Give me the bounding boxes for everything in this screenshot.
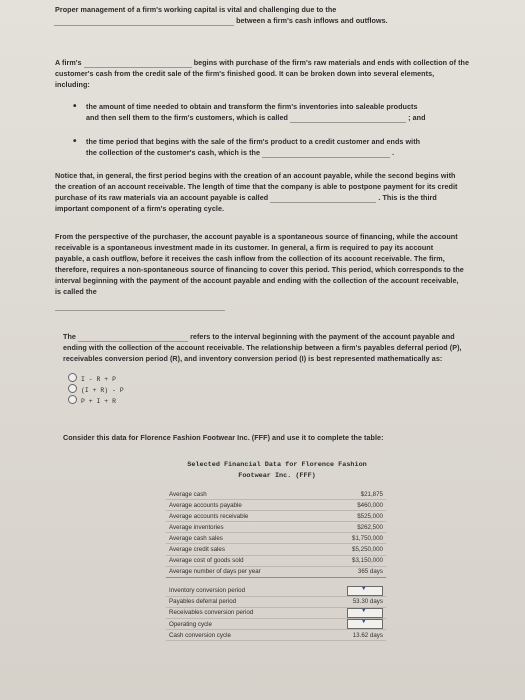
para3-line-3: payable, a cash outflow, before it receives the cash inflow from the collection of its account receivable. The firm, — [55, 254, 445, 263]
bullet-2-blank[interactable] — [262, 148, 390, 158]
table-row: Average cost of goods sold $3,150,000 — [166, 555, 386, 566]
table-row: Average credit sales $5,250,000 — [166, 544, 386, 555]
receivables-conversion-dropdown[interactable] — [347, 608, 383, 618]
table-row: Average accounts payable $460,000 — [166, 500, 386, 511]
para2-blank[interactable] — [270, 193, 376, 203]
para3-line-4: therefore, requires a non-spontaneous source of financing to cover this period. This period, which corresponds to the — [55, 265, 464, 274]
radio-icon[interactable] — [68, 384, 77, 393]
para1-line-1: A firm's begins with purchase of the firm's raw materials and ends with collection of the — [55, 58, 470, 67]
bullet-1-line-1: • the amount of time needed to obtain and transform the firm's inventories into saleable products — [86, 101, 418, 112]
para4-line-2: ending with the collection of the account receivable. The relationship between a firm's payables deferral period (P), — [63, 343, 462, 352]
result-row-payables-deferral: Payables deferral period 53.30 days — [166, 596, 386, 607]
radio-icon[interactable] — [68, 373, 77, 382]
para4-line-1: The refers to the interval beginning with the payment of the account payable and — [63, 332, 455, 341]
result-row-inventory-conversion: Inventory conversion period ▼ — [166, 586, 386, 597]
result-row-operating-cycle: Operating cycle ▼ — [166, 619, 386, 630]
radio-icon[interactable] — [68, 395, 77, 404]
option-a[interactable]: I - R + P — [68, 373, 116, 385]
table-row: Average cash $21,875 — [166, 489, 386, 500]
table-row: Average cash sales $1,750,000 — [166, 533, 386, 544]
para3-blank[interactable] — [55, 310, 225, 311]
bullet-2-line-2: the collection of the customer's cash, which is the . — [86, 148, 395, 157]
para2-line-2: the creation of an account receivable. The length of time that the company is able to postpone payment for its credit — [55, 182, 458, 191]
table-row: Average inventories $262,500 — [166, 522, 386, 533]
option-b[interactable]: (I + R) - P — [68, 384, 124, 396]
para4-line-3: receivables conversion period (R), and inventory conversion period (I) is best represented mathematically as: — [63, 354, 443, 363]
table-row: Average accounts receivable $525,000 — [166, 511, 386, 522]
bullet-1-blank[interactable] — [290, 113, 406, 123]
result-row-cash-conversion: Cash conversion cycle 13.62 days — [166, 630, 386, 641]
result-rows — [166, 586, 386, 641]
inventory-conversion-dropdown[interactable] — [347, 586, 383, 596]
para3-line-5: interval beginning with the payment of the account payable and ending with the collection of the account receivable, — [55, 276, 459, 285]
para2-line-4: important component of a firm's operating cycle. — [55, 204, 225, 213]
table-title: Selected Financial Data for Florence Fashion Footwear Inc. (FFF) — [187, 461, 367, 480]
para3-line-6: is called the — [55, 287, 97, 296]
header-line-2: between a firm's cash inflows and outflows. — [54, 15, 388, 26]
header-blank[interactable] — [54, 16, 234, 26]
para3-line-2: receivable is a spontaneous investment made in its customer. In general, a firm is required to pay its account — [55, 243, 434, 252]
para4-blank[interactable] — [78, 332, 188, 342]
table-row: Average number of days per year 365 days — [166, 566, 386, 577]
para2-line-1: Notice that, in general, the first period begins with the creation of an account payable, while the second begins with — [55, 171, 456, 180]
bullet-2-line-1: • the time period that begins with the sale of the firm's product to a credit customer and ends with — [86, 136, 420, 147]
operating-cycle-dropdown[interactable] — [347, 619, 383, 629]
option-c[interactable]: P + I + R — [68, 395, 116, 407]
para2-line-3: purchase of its raw materials via an account payable is called . This is the third — [55, 193, 437, 202]
financial-data-table — [166, 460, 388, 641]
para3-line-1: From the perspective of the purchaser, the account payable is a spontaneous source of financing, while the account — [55, 232, 458, 241]
data-rows — [166, 489, 386, 578]
result-row-receivables-conversion: Receivables conversion period ▼ — [166, 607, 386, 618]
consider-text: Consider this data for Florence Fashion Footwear Inc. (FFF) and use it to complete the table: — [63, 433, 384, 442]
bullet-1-line-2: and then sell them to the firm's customers, which is called ; and — [86, 113, 426, 122]
para1-line-2: customer's cash from the credit sale of the firm's finished good. It can be broken down into several elements, — [55, 69, 435, 78]
para1-line-3: including: — [55, 80, 90, 89]
header-line-1: Proper management of a firm's working capital is vital and challenging due to the — [55, 5, 337, 14]
para1-blank[interactable] — [84, 58, 192, 68]
